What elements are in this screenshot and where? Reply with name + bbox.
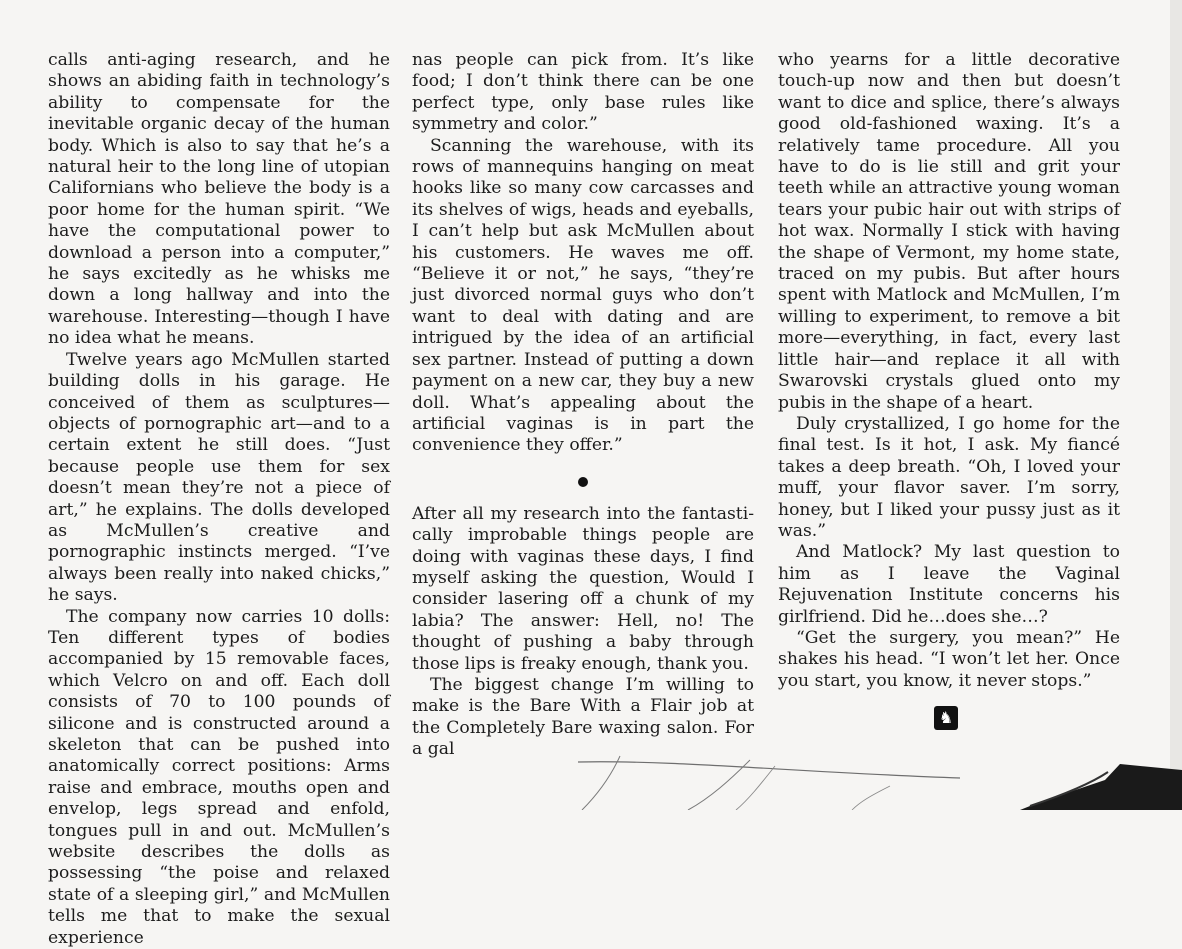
- paragraph: “Get the surgery, you mean?” He shakes his head. “I won’t let her. Once you start, you know, it never stops.”: [778, 627, 1120, 691]
- article-column-2: [412, 50, 754, 761]
- page-edge: [1170, 0, 1182, 810]
- paragraph: The company now carries 10 dolls: Ten different types of bodies accompanied by 15 removable faces, which Velcro on and off. Each doll consists of 70 to 100 pounds of silicone and is constructed around a skeleton that can be pushed into anatomically correct positions: Arms raise and embrace, mouths open and envelop, legs spread and enfold, tongues pull in and out. McMullen’s website describes the dolls as possessing “the poise and relaxed state of a sleeping girl,” and McMullen tells me that to make the sexual experience: [48, 606, 390, 948]
- paragraph: And Matlock? My last question to him as I leave the Vaginal Rejuvenation Institute concerns his girlfriend. Did he…does she…?: [778, 542, 1120, 627]
- article-column-1: [48, 50, 390, 949]
- article-column-3: [778, 50, 1120, 730]
- paragraph: nas people can pick from. It’s like food; I don’t think there can be one perfect type, only base rules like symmetry and color.”: [412, 50, 754, 135]
- paragraph: who yearns for a little decorative touch-up now and then but doesn’t want to dice and splice, there’s always good old-fashioned waxing. It’s a relatively tame procedure. All you have to do is lie still and grit your teeth while an attractive young woman tears your pubic hair out with strips of hot wax. Normally I stick with having the shape of Vermont, my home state, traced on my pubis. But after hours spent with Matlock and McMullen, I’m willing to experiment, to remove a bit more—everything, in fact, every last little hair—and replace it all with Swarovski crystals glued onto my pubis in the shape of a heart.: [778, 50, 1120, 413]
- paragraph: Duly crystallized, I go home for the final test. Is it hot, I ask. My fiancé takes a deep breath. “Oh, I loved your muff, your flavor saver. I’m sorry, honey, but I liked your pussy just as it was.”: [778, 413, 1120, 541]
- paragraph: calls anti-aging research, and he shows an abiding faith in technology’s ability to compensate for the inevitable organic decay of the human body. Which is also to say that he’s a natural heir to the long line of utopian Californians who believe the body is a poor home for the human spirit. “We have the computational power to download a person into a computer,” he says excitedly as he whisks me down a long hallway and into the warehouse. Interesting—though I have no idea what he means.: [48, 50, 390, 349]
- paragraph: Twelve years ago McMullen started building dolls in his garage. He conceived of them as sculptures—objects of pornographic art—and to a certain extent he still does. “Just because people use them for sex doesn’t mean they’re not a piece of art,” he explains. The dolls developed as McMullen’s creative and pornographic instincts merged. “I’ve always been really into naked chicks,” he says.: [48, 349, 390, 606]
- paragraph: Scanning the warehouse, with its rows of mannequins hanging on meat hooks like so many cow carcasses and its shelves of wigs, heads and eyeballs, I can’t help but ask McMullen about his customers. He waves me off. “Believe it or not,” he says, “they’re just divorced normal guys who don’t want to deal with dating and are intrigued by the idea of an artificial sex partner. Instead of putting a down payment on a new car, they buy a new doll. What’s appealing about the artificial vaginas is in part the convenience they offer.”: [412, 135, 754, 456]
- paragraph: The biggest change I’m willing to make is the Bare With a Flair job at the Completely Bare waxing salon. For a gal: [412, 674, 754, 760]
- section-break-bullet: [578, 477, 588, 487]
- paragraph: After all my research into the fantastically improbable things people are doing with vaginas these days, I find myself asking the question, Would I consider lasering off a chunk of my labia? The answer: Hell, no! The thought of pushing a baby through those lips is freaky enough, thank you.: [412, 503, 754, 674]
- illustration-sketch: [560, 740, 1182, 810]
- rabbit-head-icon: ♞: [934, 706, 958, 730]
